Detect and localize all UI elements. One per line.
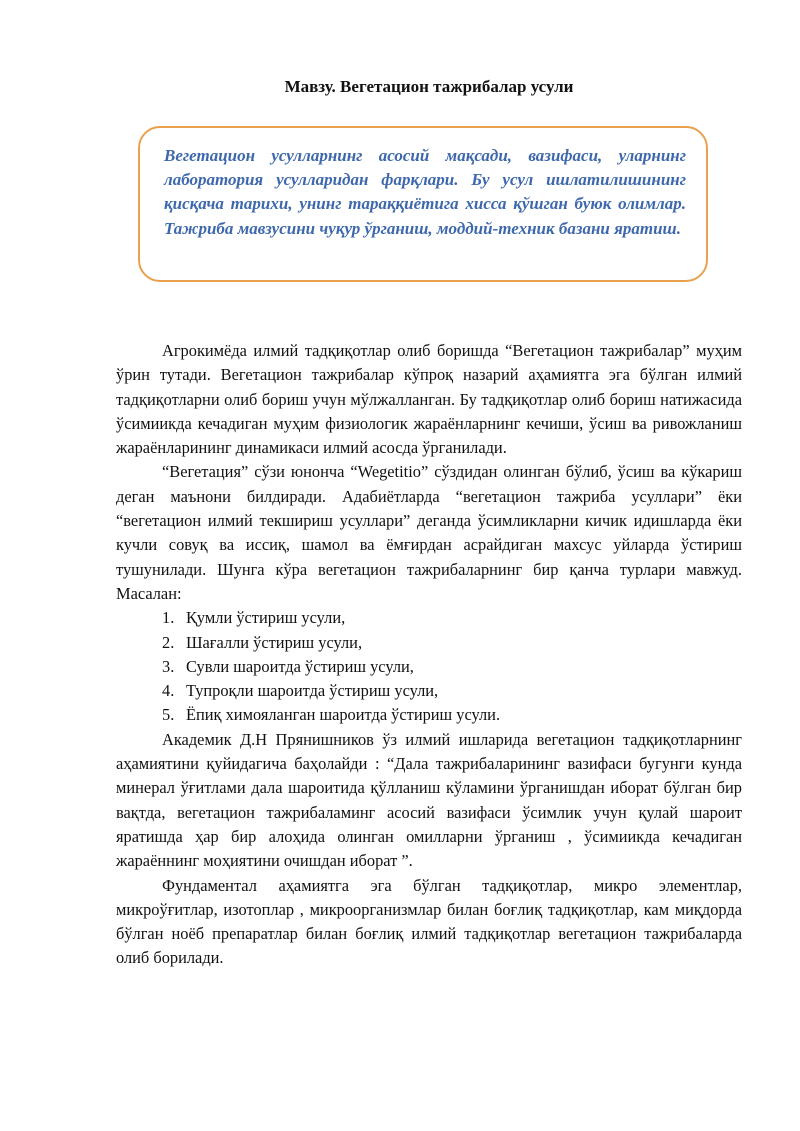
paragraph: Агрокимёда илмий тадқиқотлар олиб боришда “Вегетацион тажрибалар” муҳим ўрин тутади. Вегетацион тажрибалар кўпроқ назарий аҳамиятга эга бўлган илмий тадқиқотларни олиб бориш учун мўлжалланган. Бу тадқиқотлар олиб бориш натижасида ўсимиикда кечадиган муҳим физиологик жараёнларнинг кечиши, ўсиш ва ривожланиш жараёнларининг динамикаси илмий асосда ўрганилади. (116, 341, 742, 458)
list-item (116, 631, 742, 655)
list-item (116, 655, 742, 679)
document-body (116, 339, 742, 971)
methods-list (116, 606, 742, 727)
abstract-box (138, 126, 708, 282)
list-item-text: Қумли ўстириш усули, (186, 608, 346, 628)
abstract-text: Вегетацион усулларнинг асосий мақсади, вазифаси, уларнинг лаборатория усулларидан фарқлари. Бу усул ишлатилишининг қисқача тарихи, унинг тараққиётига хисса қўшган буюк олимлар. Тажриба мавзусини чуқур ўрганиш, моддий-техник базани яратиш. (164, 146, 686, 238)
list-item-text: Сувли шароитда ўстириш усули, (186, 656, 414, 676)
paragraph: Фундаментал аҳамиятга эга бўлган тадқиқотлар, микро элементлар, микроўғитлар, изотоплар , микроорганизмлар билан боғлиқ тадқиқотлар, кам миқдорда бўлган ноёб препаратлар билан боғлиқ илмий тадқиқотлар вегетацион тажрибаларда олиб борилади. (116, 875, 742, 968)
list-item-number: 5. (162, 705, 175, 725)
list-item-text: Шағалли ўстириш усули, (186, 632, 363, 652)
list-item-number: 1. (162, 608, 175, 628)
list-item-number: 2. (162, 632, 175, 652)
list-item-number: 3. (162, 656, 175, 676)
list-item (116, 606, 742, 630)
list-item-number: 4. (162, 681, 175, 701)
list-item-text: Ёпиқ химояланган шароитда ўстириш усули. (186, 705, 501, 725)
list-item (116, 703, 742, 727)
list-item (116, 679, 742, 703)
list-item-text: Тупроқли шароитда ўстириш усули, (186, 681, 439, 701)
document-title: Мавзу. Вегетацион тажрибалар усули (284, 77, 574, 96)
paragraph: Академик Д.Н Прянишников ўз илмий ишларида вегетацион тадқиқотларнинг аҳамиятини қуйидагича баҳолайди : “Дала тажрибаларининг вазифаси бугунги кунда минерал ўғитлами дала шароитида қўлланиш кўламини ўрганишдан иборат бўлган бир вақтда, вегетацион тажрибаламинг асосий вазифаси ўсимлик учун қулай шароит яратишда ҳар бир алоҳида олинган омилларни ўрганиш , ўсимиикда кечадиган жараённинг моҳиятини очишдан иборат ”. (116, 729, 742, 871)
paragraph: “Вегетация” сўзи юнонча “Wegetitio” сўздидан олинган бўлиб, ўсиш ва кўкариш деган маънони билдиради. Адабиётларда “вегетацион тажриба усуллари” ёки “вегетацион илмий текшириш усуллари” деганда ўсимликларни кичик идишларда ёки кучли совуқ ва иссиқ, шамол ва ёмғирдан асрайдиган махсус уйларда ўстириш тушунилади. Шунга кўра вегетацион тажрибаларнинг бир қанча турлари мавжуд. Масалан: (116, 462, 742, 603)
